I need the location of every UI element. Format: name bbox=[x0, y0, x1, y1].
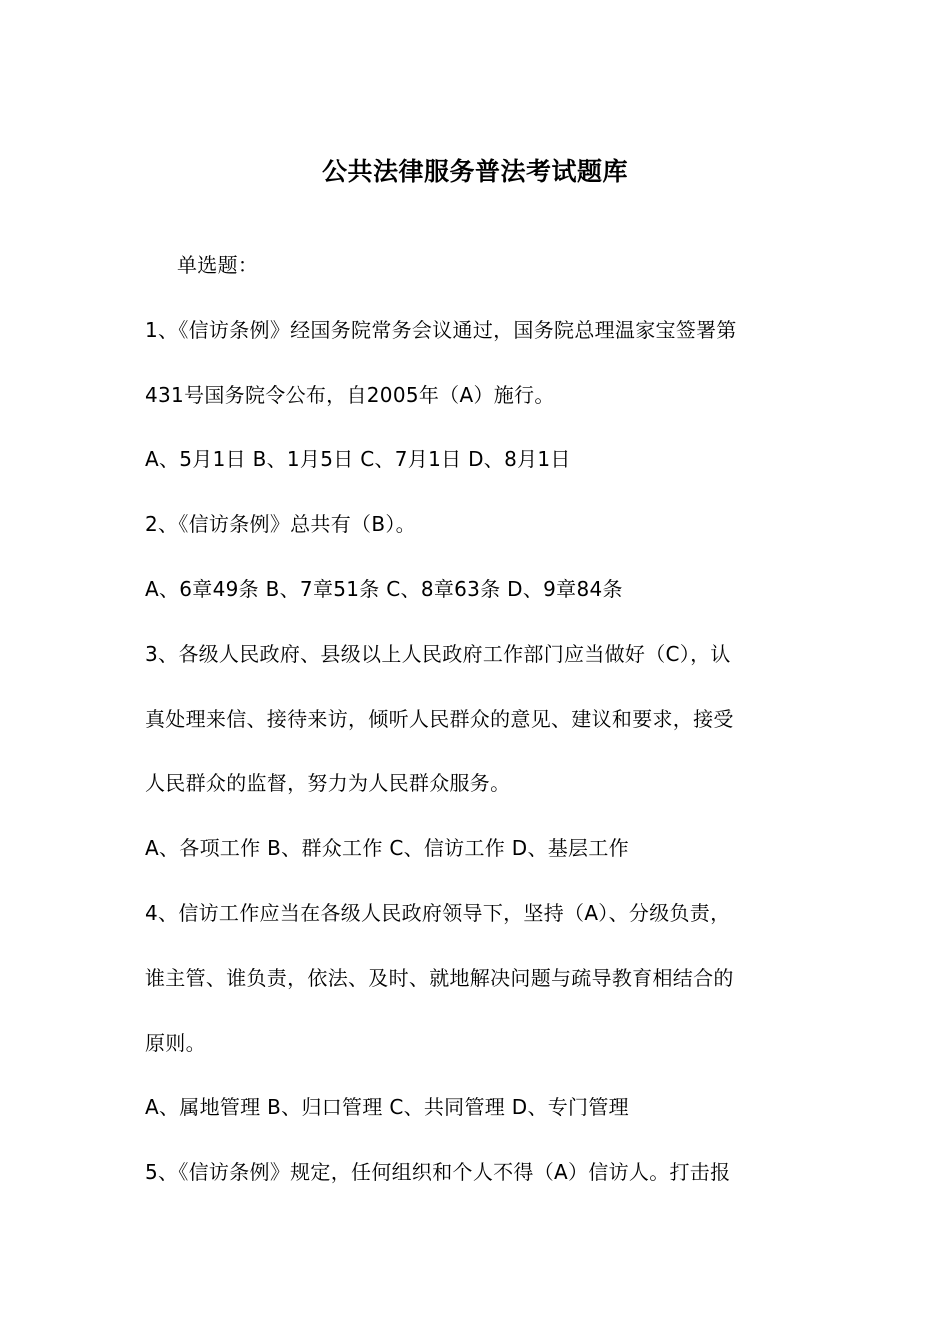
question-2-options: A、6章49条 B、7章51条 C、8章63条 D、9章84条 bbox=[145, 577, 623, 601]
question-4-line-2: 谁主管、谁负责，依法、及时、就地解决问题与疏导教育相结合的 bbox=[145, 966, 734, 990]
section-label: 单选题： bbox=[177, 253, 259, 277]
question-3-line-1: 3、各级人民政府、县级以上人民政府工作部门应当做好（C），认 bbox=[145, 642, 731, 666]
question-4-line-3: 原则。 bbox=[145, 1031, 206, 1055]
document-title: 公共法律服务普法考试题库 bbox=[321, 157, 628, 186]
question-2-line-1: 2、《信访条例》总共有（B）。 bbox=[145, 512, 416, 536]
question-4-options: A、属地管理 B、归口管理 C、共同管理 D、专门管理 bbox=[145, 1095, 629, 1119]
question-1-line-1: 1、《信访条例》经国务院常务会议通过，国务院总理温家宝签署第 bbox=[145, 318, 737, 342]
question-1-options: A、5月1日 B、1月5日 C、7月1日 D、8月1日 bbox=[145, 447, 571, 471]
question-5-line-1: 5、《信访条例》规定，任何组织和个人不得（A）信访人。打击报 bbox=[145, 1160, 731, 1184]
question-3-options: A、各项工作 B、群众工作 C、信访工作 D、基层工作 bbox=[145, 836, 629, 860]
question-3-line-3: 人民群众的监督，努力为人民群众服务。 bbox=[145, 771, 511, 795]
question-4-line-1: 4、信访工作应当在各级人民政府领导下，坚持（A）、分级负责， bbox=[145, 901, 731, 925]
question-3-line-2: 真处理来信、接待来访，倾听人民群众的意见、建议和要求，接受 bbox=[145, 707, 734, 731]
question-1-line-2: 431号国务院令公布，自2005年（A）施行。 bbox=[145, 383, 555, 407]
